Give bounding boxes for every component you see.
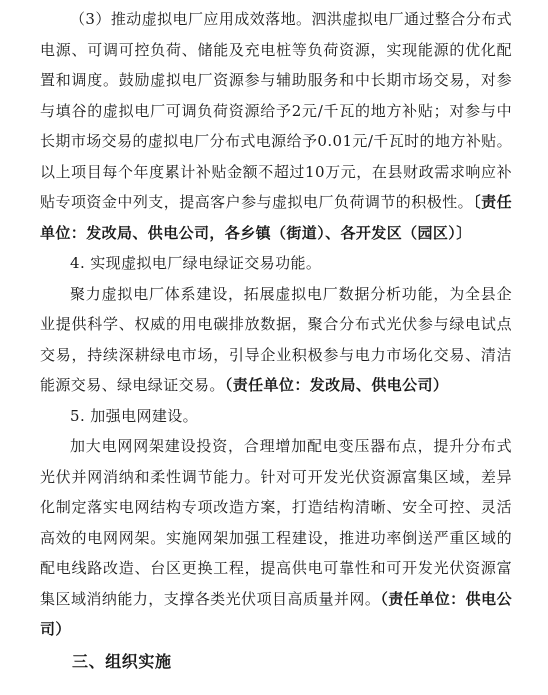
paragraph-grid-construction bbox=[40, 431, 512, 645]
paragraph-lead: （3）推动虚拟电厂应用成效落地。 bbox=[70, 10, 312, 28]
paragraph-body: 泗洪虚拟电厂通过整合分布式电源、可调可控负荷、储能及充电桩等负荷资源，实现能源的优化配置和调度。鼓励虚拟电厂资源参与辅助服务和中长期市场交易，对参与填谷的虚拟电厂可调负荷资源给予2元/千瓦的地方补贴；对参与中长期市场交易的虚拟电厂分布式电源给予0.01元/千瓦时的地方补贴。以上项目每个年度累计补贴金额不超过10万元，在县财政需求响应补贴专项资金中列支，提高客户参与虚拟电厂负荷调节的积极性。 bbox=[40, 10, 513, 211]
paragraph-body: 聚力虚拟电厂体系建设，拓展虚拟电厂数据分析功能，为全县企业提供科学、权威的用电碳排放数据，聚合分布式光伏参与绿电试点交易，持续深耕绿电市场，引导企业积极参与电力市场化交易、清洁能源交易、绿电绿证交易。 bbox=[40, 284, 512, 394]
paragraph-virtual-plant-application bbox=[40, 4, 512, 248]
item-heading-grid-construction: 5. 加强电网建设。 bbox=[70, 406, 199, 425]
responsibility-note: 〔责任单位：发改局、供电公司，各乡镇（街道）、各开发区（园区）〕 bbox=[40, 193, 513, 242]
section-heading-organization: 三、组织实施 bbox=[72, 651, 172, 671]
responsibility-note: （责任单位：发改局、供电公司） bbox=[224, 376, 449, 394]
paragraph-body: 加大电网网架建设投资，合理增加配电变压器布点，提升分布式光伏并网消纳和柔性调节能力。针对可开发光伏资源富集区域，差异化制定落实电网结构专项改造方案，打造结构清晰、安全可控、灵活高效的电网网架。实施网架加强工程建设，推进功率倒送严重区域的配电线路改造、台区更换工程，提高供电可靠性和可开发光伏资源富集区域消纳能力，支撑各类光伏项目高质量并网。 bbox=[40, 437, 512, 608]
item-heading-green-trading: 4. 实现虚拟电厂绿电绿证交易功能。 bbox=[70, 254, 322, 272]
responsibility-note: （责任单位：供电公司） bbox=[40, 589, 512, 638]
paragraph-green-trading bbox=[40, 279, 512, 401]
